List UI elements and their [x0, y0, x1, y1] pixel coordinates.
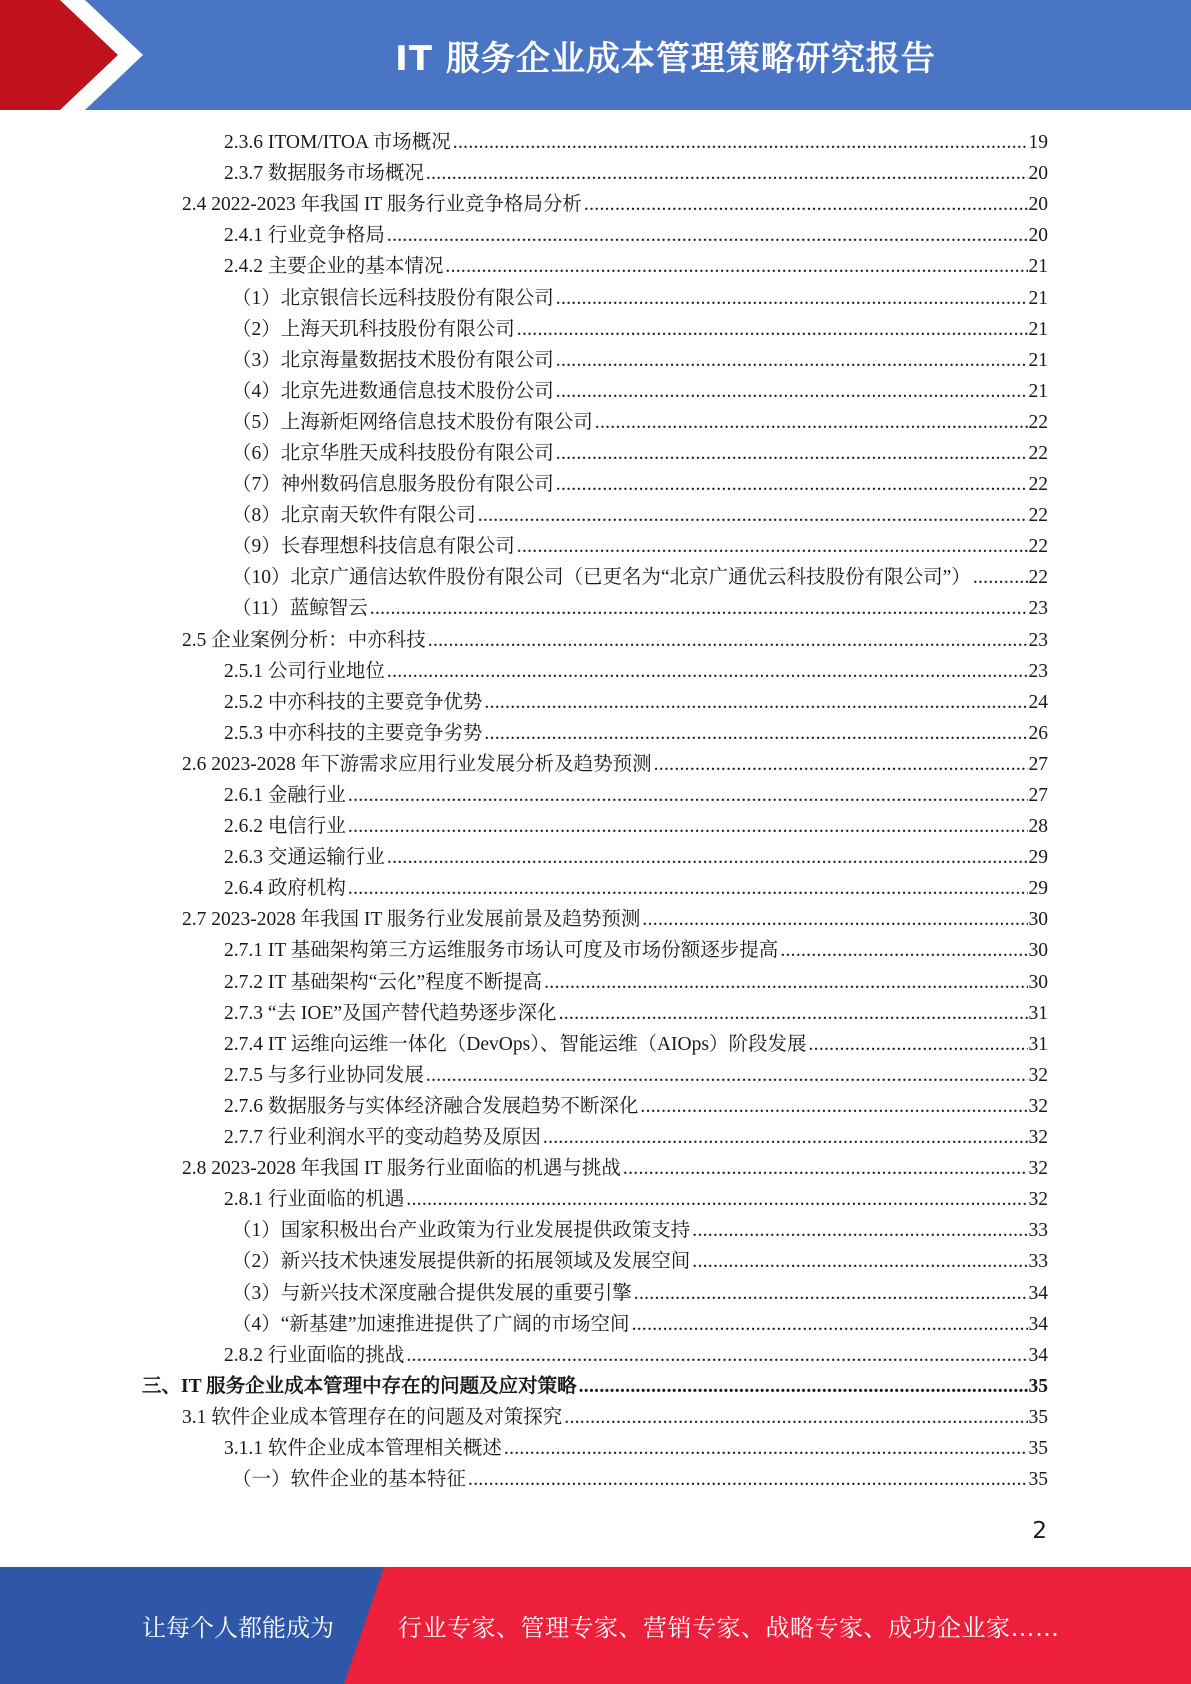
toc-entry-page: 21: [1028, 349, 1048, 371]
toc-entry-title: （1）国家积极出台产业政策为行业发展提供政策支持: [232, 1220, 691, 1242]
toc-dot-leader: [484, 687, 1027, 718]
toc-entry[interactable]: [0, 656, 1048, 687]
page-header: [0, 0, 1191, 110]
toc-entry-title: 2.5.2 中亦科技的主要竞争优势: [224, 691, 483, 713]
toc-dot-leader: [517, 531, 1028, 562]
toc-entry-title: 2.5 企业案例分析：中亦科技: [182, 629, 426, 651]
toc-entry[interactable]: [0, 967, 1048, 998]
toc-dot-leader: [484, 718, 1027, 749]
toc-entry-page: 31: [1028, 1002, 1048, 1024]
toc-dot-leader: [370, 593, 1028, 624]
toc-entry-page: 23: [1028, 660, 1048, 682]
toc-entry-title: 三、IT 服务企业成本管理中存在的问题及应对策略: [142, 1375, 577, 1397]
toc-entry[interactable]: [0, 314, 1048, 345]
toc-entry[interactable]: [0, 749, 1048, 780]
toc-entry-title: （9）长春理想科技信息有限公司: [232, 536, 515, 558]
toc-entry-title: 2.6 2023-2028 年下游需求应用行业发展分析及趋势预测: [182, 753, 652, 775]
toc-dot-leader: [556, 283, 1028, 314]
toc-entry-title: 2.8 2023-2028 年我国 IT 服务行业面临的机遇与挑战: [182, 1158, 621, 1180]
toc-entry-page: 30: [1028, 971, 1048, 993]
toc-entry-page: 20: [1028, 163, 1048, 185]
toc-dot-leader: [556, 438, 1028, 469]
toc-entry[interactable]: [0, 1122, 1048, 1153]
toc-entry-page: 19: [1028, 132, 1048, 154]
toc-entry-page: 32: [1028, 1064, 1048, 1086]
toc-entry-title: 2.3.7 数据服务市场概况: [224, 163, 424, 185]
toc-entry-page: 35: [1028, 1437, 1048, 1459]
toc-entry-page: 35: [1028, 1406, 1048, 1428]
footer-slogan-left: 让每个人都能成为: [142, 1614, 334, 1642]
toc-entry-title: 2.7 2023-2028 年我国 IT 服务行业发展前景及趋势预测: [182, 909, 641, 931]
toc-entry-page: 33: [1028, 1220, 1048, 1242]
toc-entry-page: 21: [1028, 318, 1048, 340]
toc-entry-title: 2.7.5 与多行业协同发展: [224, 1064, 424, 1086]
toc-entry-title: 2.3.6 ITOM/ITOA 市场概况: [224, 132, 451, 154]
toc-entry-page: 23: [1028, 629, 1048, 651]
toc-entry-title: （10）北京广通信达软件股份有限公司（已更名为“北京广通优云科技股份有限公司”）: [232, 567, 971, 589]
toc-entry-page: 29: [1028, 847, 1048, 869]
toc-entry-title: （3）与新兴技术深度融合提供发展的重要引擎: [232, 1282, 632, 1304]
toc-entry-page: 22: [1028, 567, 1048, 589]
toc-entry[interactable]: [0, 1277, 1048, 1308]
toc-entry[interactable]: [0, 251, 1048, 282]
toc-entry-page: 34: [1028, 1282, 1048, 1304]
toc-dot-leader: [564, 1402, 1027, 1433]
toc-entry[interactable]: [0, 1402, 1048, 1433]
toc-entry[interactable]: [0, 1309, 1048, 1340]
toc-entry-title: （2）新兴技术快速发展提供新的拓展领域及发展空间: [232, 1251, 691, 1273]
toc-entry-page: 32: [1028, 1095, 1048, 1117]
toc-dot-leader: [387, 842, 1028, 873]
toc-entry[interactable]: [0, 1371, 1048, 1402]
toc-entry[interactable]: [0, 1029, 1048, 1060]
toc-entry-title: 2.7.4 IT 运维向运维一体化（DevOps）、智能运维（AIOps）阶段发展: [224, 1033, 807, 1055]
toc-entry-page: 33: [1028, 1251, 1048, 1273]
toc-dot-leader: [556, 469, 1028, 500]
toc-entry-title: （1）北京银信长远科技股份有限公司: [232, 287, 554, 309]
toc-dot-leader: [692, 1215, 1027, 1246]
toc-entry-page: 30: [1028, 940, 1048, 962]
toc-dot-leader: [428, 625, 1028, 656]
toc-entry-page: 35: [1028, 1375, 1048, 1397]
toc-entry-page: 20: [1028, 225, 1048, 247]
toc-entry[interactable]: [0, 189, 1048, 220]
toc-entry-page: 27: [1028, 785, 1048, 807]
toc-entry-title: 2.8.1 行业面临的机遇: [224, 1189, 405, 1211]
toc-dot-leader: [654, 749, 1028, 780]
toc-entry-page: 22: [1028, 442, 1048, 464]
toc-entry-title: （11）蓝鲸智云: [232, 598, 368, 620]
toc-entry[interactable]: [0, 687, 1048, 718]
toc-entry[interactable]: [0, 1464, 1048, 1495]
toc-entry-title: 3.1 软件企业成本管理存在的问题及对策探究: [182, 1406, 563, 1428]
toc-dot-leader: [387, 656, 1028, 687]
toc-entry[interactable]: [0, 469, 1048, 500]
toc-entry-title: 2.8.2 行业面临的挑战: [224, 1344, 405, 1366]
toc-entry-title: 2.6.3 交通运输行业: [224, 847, 385, 869]
toc-entry-page: 24: [1028, 691, 1048, 713]
toc-entry-page: 32: [1028, 1189, 1048, 1211]
toc-entry-title: 2.7.6 数据服务与实体经济融合发展趋势不断深化: [224, 1095, 639, 1117]
toc-dot-leader: [642, 904, 1027, 935]
toc-entry-title: 2.5.1 公司行业地位: [224, 660, 385, 682]
toc-entry[interactable]: [0, 158, 1048, 189]
toc-dot-leader: [426, 1060, 1028, 1091]
toc-dot-leader: [504, 1433, 1028, 1464]
toc-entry[interactable]: [0, 500, 1048, 531]
toc-dot-leader: [453, 127, 1028, 158]
toc-dot-leader: [780, 935, 1027, 966]
toc-dot-leader: [406, 1184, 1027, 1215]
toc-entry[interactable]: [0, 904, 1048, 935]
toc-entry[interactable]: [0, 562, 1048, 593]
toc-entry-title: （8）北京南天软件有限公司: [232, 505, 476, 527]
toc-entry[interactable]: [0, 407, 1048, 438]
toc-entry-title: （6）北京华胜天成科技股份有限公司: [232, 442, 554, 464]
toc-dot-leader: [973, 562, 1028, 593]
toc-dot-leader: [584, 189, 1028, 220]
toc-entry-page: 23: [1028, 598, 1048, 620]
toc-entry-title: 2.4.1 行业竞争格局: [224, 225, 385, 247]
toc-entry-page: 21: [1028, 380, 1048, 402]
toc-dot-leader: [634, 1278, 1028, 1309]
toc-entry-page: 20: [1028, 194, 1048, 216]
toc-entry-title: 2.6.2 电信行业: [224, 816, 346, 838]
toc-entry-title: （3）北京海量数据技术股份有限公司: [232, 349, 554, 371]
toc-entry-title: 2.7.1 IT 基础架构第三方运维服务市场认可度及市场份额逐步提高: [224, 940, 779, 962]
toc-entry[interactable]: [0, 1060, 1048, 1091]
toc-entry-title: 2.7.7 行业利润水平的变动趋势及原因: [224, 1127, 541, 1149]
toc-entry-page: 27: [1028, 753, 1048, 775]
toc-entry[interactable]: [0, 282, 1048, 313]
toc-dot-leader: [632, 1309, 1028, 1340]
toc-entry-title: （7）神州数码信息服务股份有限公司: [232, 474, 554, 496]
toc-entry[interactable]: [0, 1184, 1048, 1215]
toc-entry-page: 26: [1028, 722, 1048, 744]
toc-entry[interactable]: [0, 625, 1048, 656]
toc-entry-page: 22: [1028, 536, 1048, 558]
toc-dot-leader: [348, 811, 1028, 842]
toc-entry[interactable]: [0, 1215, 1048, 1246]
toc-entry[interactable]: [0, 127, 1048, 158]
toc-dot-leader: [387, 220, 1028, 251]
toc-entry-page: 22: [1028, 505, 1048, 527]
toc-entry-page: 35: [1028, 1469, 1048, 1491]
toc-entry-title: （4）北京先进数通信息技术股份公司: [232, 380, 554, 402]
toc-entry[interactable]: [0, 1091, 1048, 1122]
toc-entry-page: 31: [1028, 1033, 1048, 1055]
toc-dot-leader: [623, 1153, 1028, 1184]
footer-slogan-right: 行业专家、管理专家、营销专家、战略专家、成功企业家……: [398, 1614, 1060, 1642]
toc-entry-title: 2.7.2 IT 基础架构“云化”程度不断提高: [224, 971, 543, 993]
toc-entry-page: 22: [1028, 411, 1048, 433]
toc-entry-page: 21: [1028, 287, 1048, 309]
toc-entry[interactable]: [0, 1246, 1048, 1277]
toc-entry[interactable]: [0, 593, 1048, 624]
toc-dot-leader: [478, 500, 1028, 531]
toc-dot-leader: [445, 251, 1027, 282]
toc-entry-page: 22: [1028, 474, 1048, 496]
toc-dot-leader: [692, 1246, 1027, 1277]
toc-entry[interactable]: [0, 438, 1048, 469]
toc-dot-leader: [595, 407, 1028, 438]
report-title: IT 服务企业成本管理策略研究报告: [395, 38, 936, 79]
toc-entry-page: 32: [1028, 1158, 1048, 1180]
toc-dot-leader: [808, 1029, 1027, 1060]
toc-dot-leader: [517, 314, 1028, 345]
toc-dot-leader: [640, 1091, 1027, 1122]
toc-entry-page: 29: [1028, 878, 1048, 900]
toc-entry[interactable]: [0, 998, 1048, 1029]
toc-dot-leader: [348, 873, 1028, 904]
toc-dot-leader: [426, 158, 1028, 189]
toc-entry-title: 3.1.1 软件企业成本管理相关概述: [224, 1437, 502, 1459]
page-number: 2: [1032, 1518, 1047, 1544]
toc-dot-leader: [556, 345, 1028, 376]
toc-entry-title: （一）软件企业的基本特征: [232, 1469, 467, 1491]
toc-entry-title: 2.7.3 “去 IOE”及国产替代趋势逐步深化: [224, 1002, 557, 1024]
toc-entry[interactable]: [0, 531, 1048, 562]
toc-entry[interactable]: [0, 220, 1048, 251]
table-of-contents: [0, 127, 1191, 1495]
toc-entry[interactable]: [0, 811, 1048, 842]
toc-dot-leader: [348, 780, 1028, 811]
toc-dot-leader: [559, 998, 1028, 1029]
toc-dot-leader: [468, 1464, 1027, 1495]
page-footer: [0, 1567, 1191, 1684]
toc-entry-page: 32: [1028, 1127, 1048, 1149]
toc-entry-page: 28: [1028, 816, 1048, 838]
toc-entry[interactable]: [0, 718, 1048, 749]
toc-dot-leader: [556, 376, 1028, 407]
toc-dot-leader: [579, 1371, 1028, 1402]
toc-entry-title: 2.4.2 主要企业的基本情况: [224, 256, 444, 278]
toc-entry-title: （2）上海天玑科技股份有限公司: [232, 318, 515, 340]
toc-entry-title: 2.6.1 金融行业: [224, 785, 346, 807]
toc-entry[interactable]: [0, 1433, 1048, 1464]
toc-entry-title: （5）上海新炬网络信息技术股份有限公司: [232, 411, 593, 433]
toc-entry-page: 34: [1028, 1313, 1048, 1335]
toc-entry[interactable]: [0, 935, 1048, 966]
toc-entry[interactable]: [0, 376, 1048, 407]
toc-entry-page: 30: [1028, 909, 1048, 931]
toc-entry[interactable]: [0, 842, 1048, 873]
toc-entry-title: 2.5.3 中亦科技的主要竞争劣势: [224, 722, 483, 744]
toc-entry-page: 21: [1028, 256, 1048, 278]
toc-dot-leader: [406, 1340, 1027, 1371]
toc-entry-title: （4）“新基建”加速推进提供了广阔的市场空间: [232, 1313, 630, 1335]
toc-entry-title: 2.6.4 政府机构: [224, 878, 346, 900]
toc-entry[interactable]: [0, 1153, 1048, 1184]
toc-dot-leader: [544, 967, 1027, 998]
toc-entry[interactable]: [0, 873, 1048, 904]
toc-dot-leader: [543, 1122, 1028, 1153]
toc-entry[interactable]: [0, 780, 1048, 811]
toc-entry-title: 2.4 2022-2023 年我国 IT 服务行业竞争格局分析: [182, 194, 582, 216]
toc-entry[interactable]: [0, 345, 1048, 376]
toc-entry[interactable]: [0, 1340, 1048, 1371]
toc-entry-page: 34: [1028, 1344, 1048, 1366]
